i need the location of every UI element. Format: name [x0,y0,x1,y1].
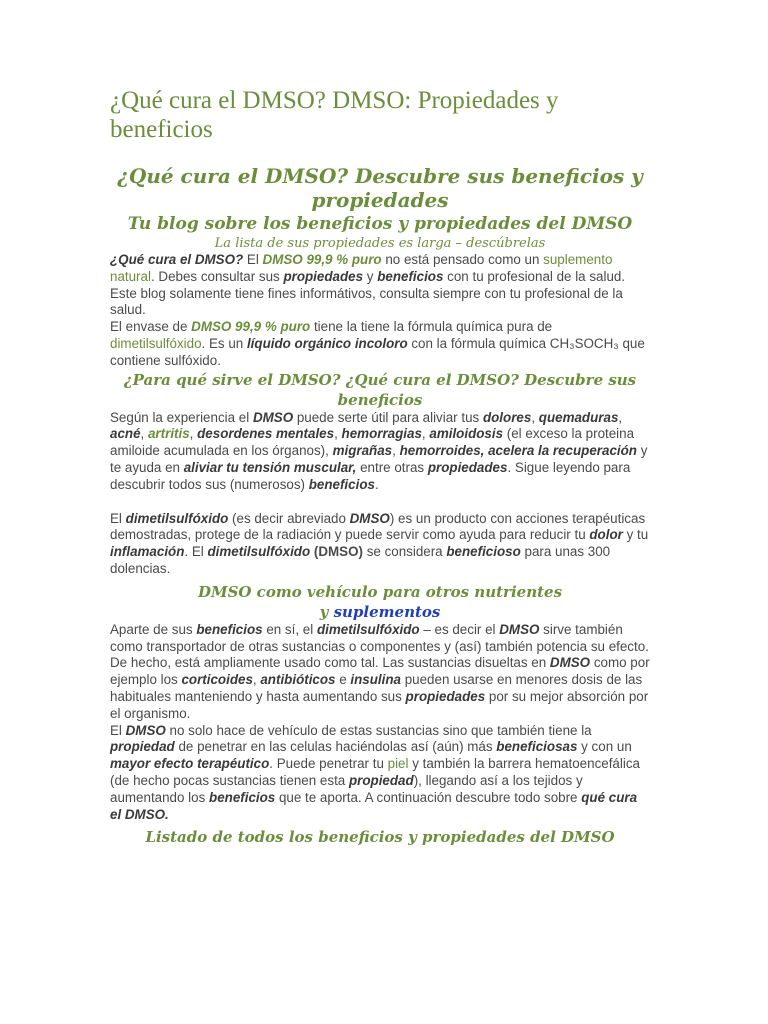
heading-main: ¿Qué cura el DMSO? Descubre sus beneficios y propiedades [117,164,643,212]
paragraph-penetrar: El DMSO no solo hace de vehículo de estas sustancias sino que también tiene la propiedad de penetrar en las celulas haciéndolas así (aún) más beneficiosas y con un mayor efecto terapéutico. Puede penetrar tu piel y también la barrera hematoencefálica (de hecho pocas sustancias tienen esta propiedad), llegando así a los tejidos y aumentando los beneficios que te aporta. A continuación descubre todo sobre qué cura el DMSO. [110,722,640,822]
link-artritis[interactable]: artritis [147,426,190,442]
link-dmso-puro[interactable]: DMSO 99,9 % puro [262,252,382,267]
link-dmso-puro-2[interactable]: DMSO 99,9 % puro [191,319,311,335]
link-piel[interactable]: piel [387,756,409,772]
paragraph-intro: ¿Qué cura el DMSO? El DMSO 99,9 % puro no está pensado como un suplemento natural. Debes consultar sus propiedades y beneficios con tu profesional de la salud. Este blog solamente tiene fines informátivos, consulta siempre con tu profesional de la salud. [110,252,626,318]
heading-blog: Tu blog sobre los beneficios y propiedades del DMSO [127,214,633,234]
bold-phrase: ¿Qué cura el DMSO? [110,252,244,267]
paragraph-dimetilsulfoxido: El dimetilsulfóxido (es decir abreviado DMSO) es un producto con acciones terapéuticas demostradas, protege de la radiación y puede servir como ayuda para reducir tu dolor y tu inflamación. El dimetilsulfóxido (DMSO) se considera beneficioso para unas 300 dolencias. [110,510,649,576]
heading-list: La lista de sus propiedades es larga – descúbrelas [214,236,546,251]
paragraph-envase: El envase de DMSO 99,9 % puro tiene la tiene la fórmula química pura de dimetilsulfóxido. Es un líquido orgánico incoloro con la fórmula química CH₃SOCH₃ que contiene sulfóxido. [110,319,645,368]
paragraph-experiencia: Según la experiencia el DMSO puede serte útil para aliviar tus dolores, quemaduras, acné, artritis, desordenes mentales, hemorragias, amiloidosis (el exceso la proteina amiloide acumulada en los órganos), migrañas, hemorroides, acelera la recuperación y te ayuda en aliviar tu tensión muscular, entre otras propiedades. Sigue leyendo para descubrir todos sus (numerosos) beneficios. [110,409,648,492]
paragraph-transportador: Aparte de sus beneficios en sí, el dimetilsulfóxido – es decir el DMSO sirve también como transportador de otras sustancias o componentes y (así) también potencia su efecto. De hecho, está ampliamente usado como tal. Las sustancias disueltas en DMSO como por ejemplo los corticoides, antibióticos e insulina pueden usarse en menores dosis de las habituales manteniendo y hasta aumentando sus propiedades por su mejor absorción por el organismo. [110,621,650,721]
link-suplementos[interactable]: suplementos [333,602,441,621]
heading-listado: Listado de todos los beneficios y propiedades del DMSO [145,828,615,847]
link-suplemento-natural[interactable]: suplemento natural [110,252,613,284]
heading-vehiculo: DMSO como vehículo para otros nutrientes y suplementos [197,582,563,621]
paragraph-spacer [110,494,650,511]
heading-para-que-sirve: ¿Para qué sirve el DMSO? ¿Qué cura el DMSO? Descubre sus beneficios [123,370,637,409]
link-dimetilsulfoxido[interactable]: dimetilsulfóxido [110,335,202,351]
page-title: ¿Qué cura el DMSO? DMSO: Propiedades y beneficios [110,87,559,143]
